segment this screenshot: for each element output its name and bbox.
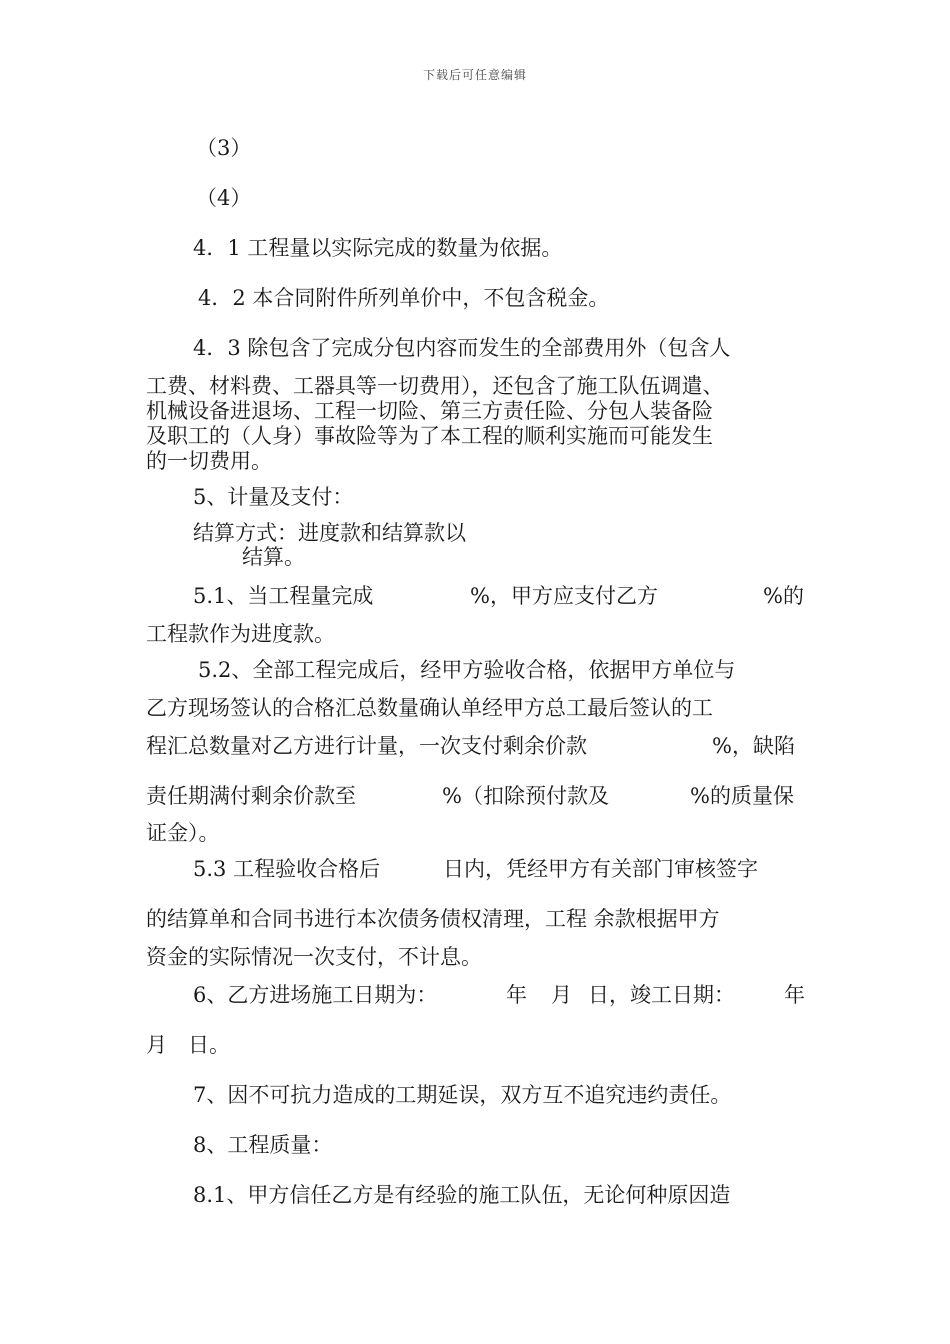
clause-6-year-2: 年: [784, 983, 805, 1007]
clause-4-3-line-2: 工费、材料费、工器具等一切费用），还包含了施工队伍调遣、: [146, 374, 724, 398]
clause-5-2-line-4b: %（扣除预付款及: [442, 784, 609, 808]
clause-5-2-line-3a: 程汇总数量对乙方进行计量，一次支付剩余价款: [146, 734, 587, 758]
clause-5-2-line-1: 5.2、全部工程完成后，经甲方验收合格，依据甲方单位与: [198, 658, 736, 682]
clause-4-2: 4．2 本合同附件所列单价中，不包含税金。: [198, 286, 610, 310]
clause-4-1: 4．1 工程量以实际完成的数量为依据。: [193, 236, 563, 260]
section-8-heading: 8、工程质量：: [193, 1133, 333, 1157]
clause-6-part-a: 6、乙方进场施工日期为：: [193, 983, 438, 1007]
clause-8-1-line-1: 8.1、甲方信任乙方是有经验的施工队伍，无论何种原因造: [193, 1183, 731, 1207]
clause-6-month-1: 月: [551, 983, 572, 1007]
clause-6-year-1: 年: [506, 983, 527, 1007]
clause-4-3-line-4: 及职工的（人身）事故险等为了本工程的顺利实施而可能发生: [146, 424, 713, 448]
clause-5-1-line-2: 工程款作为进度款。: [146, 622, 335, 646]
clause-6-day-2: 日。: [188, 1033, 230, 1057]
clause-5-1-part-a: 5.1、当工程量完成: [193, 584, 374, 608]
clause-5-3-line-2: 的结算单和合同书进行本次债务债权清理，工程 余款根据甲方: [146, 907, 720, 931]
clause-5-1-part-b: %，甲方应支付乙方: [470, 584, 658, 608]
item-4-label: （4）: [196, 186, 252, 210]
clause-5-2-line-4c: %的质量保: [690, 784, 794, 808]
clause-4-3-line-3: 机械设备进退场、工程一切险、第三方责任险、分包人装备险: [146, 399, 713, 423]
settlement-method-line-2: 结算。: [242, 545, 305, 569]
clause-6-part-d: 日，竣工日期：: [588, 983, 735, 1007]
clause-5-3-part-a: 5.3 工程验收合格后: [193, 857, 381, 881]
clause-5-2-line-4a: 责任期满付剩余价款至: [146, 784, 356, 808]
clause-5-2-line-2: 乙方现场签认的合格汇总数量确认单经甲方总工最后签认的工: [146, 696, 713, 720]
clause-6-month-2: 月: [146, 1033, 167, 1057]
clause-4-3-line-1: 4．3 除包含了完成分包内容而发生的全部费用外（包含人: [193, 336, 731, 360]
clause-7: 7、因不可抗力造成的工期延误，双方互不追究违约责任。: [193, 1083, 732, 1107]
item-3-label: （3）: [196, 136, 252, 160]
clause-5-2-line-3b: %，缺陷: [712, 734, 795, 758]
section-5-heading: 5、计量及支付：: [193, 485, 354, 509]
clause-5-3-line-3: 资金的实际情况一次支付，不计息。: [146, 945, 482, 969]
clause-5-3-part-b: 日内，凭经甲方有关部门审核签字: [443, 857, 758, 881]
settlement-method-line-1: 结算方式：进度款和结算款以: [193, 521, 466, 545]
clause-5-2-line-5: 证金）。: [146, 821, 220, 845]
clause-4-3-line-5: 的一切费用。: [146, 449, 272, 473]
clause-5-1-part-c: %的: [763, 584, 804, 608]
page-header: 下载后可任意编辑: [422, 68, 527, 82]
